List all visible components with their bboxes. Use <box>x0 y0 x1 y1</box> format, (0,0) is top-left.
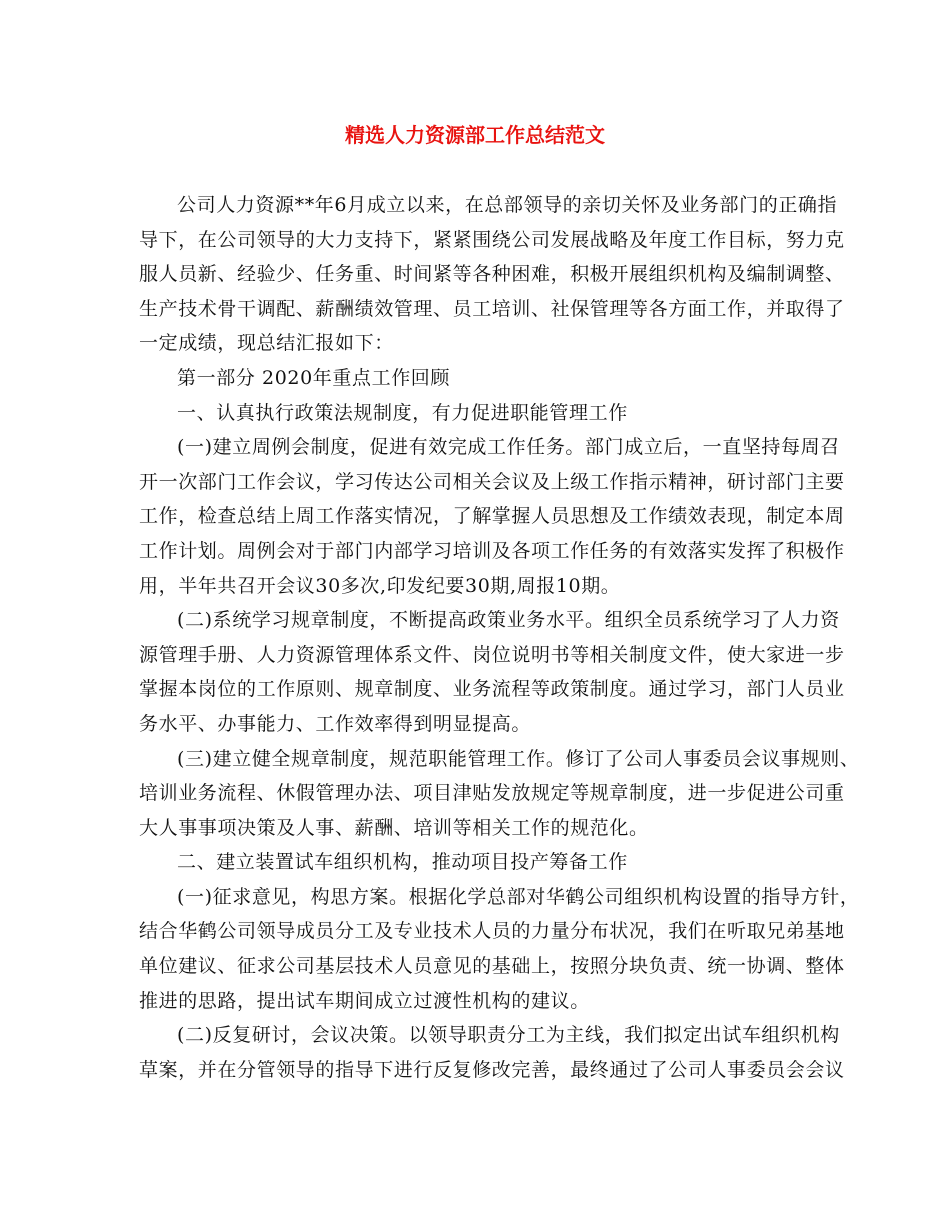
body-line: 培训业务流程、休假管理办法、项目津贴发放规定等规章制度，进一步促进公司重 <box>139 782 845 805</box>
body-line: 二、建立装置试车组织机构，推动项目投产筹备工作 <box>177 851 628 874</box>
body-line: 草案，并在分管领导的指导下进行反复修改完善，最终通过了公司人事委员会会议 <box>139 1058 845 1081</box>
body-line: 务水平、办事能力、工作效率得到明显提高。 <box>139 712 532 735</box>
document-title: 精选人力资源部工作总结范文 <box>345 123 605 147</box>
body-line: 单位建议、征求公司基层技术人员意见的基础上，按照分块负责、统一协调、整体 <box>139 955 845 978</box>
body-line: 源管理手册、人力资源管理体系文件、岗位说明书等相关制度文件，使大家进一步 <box>139 643 845 666</box>
body-line: 服人员新、经验少、任务重、时间紧等各种困难，积极开展组织机构及编制调整、 <box>139 263 845 286</box>
document-body <box>139 188 860 1087</box>
body-line: 用，半年共召开会议30多次,印发纪要30期,周报10期。 <box>139 574 621 597</box>
body-line: 结合华鹤公司领导成员分工及专业技术人员的力量分布状况，我们在听取兄弟基地 <box>139 920 845 943</box>
body-line: 一、认真执行政策法规制度，有力促进职能管理工作 <box>177 401 628 424</box>
body-line: 大人事事项决策及人事、薪酬、培训等相关工作的规范化。 <box>139 816 649 839</box>
body-line: (三)建立健全规章制度，规范职能管理工作。修订了公司人事委员会议事规则、 <box>177 747 860 770</box>
body-line: 导下，在公司领导的大力支持下，紧紧围绕公司发展战略及年度工作目标，努力克 <box>139 228 845 251</box>
body-line: (二)系统学习规章制度，不断提高政策业务水平。组织全员系统学习了人力资 <box>177 609 840 632</box>
body-line: (一)建立周例会制度，促进有效完成工作任务。部门成立后，一直坚持每周召 <box>177 436 840 459</box>
body-line: 掌握本岗位的工作原则、规章制度、业务流程等政策制度。通过学习，部门人员业 <box>139 678 845 701</box>
body-line: 第一部分 2020年重点工作回顾 <box>177 366 450 389</box>
body-line: 开一次部门工作会议，学习传达公司相关会议及上级工作指示精神，研讨部门主要 <box>139 470 845 493</box>
body-line: 工作，检查总结上周工作落实情况，了解掌握人员思想及工作绩效表现，制定本周 <box>139 505 845 528</box>
body-line: (二)反复研讨，会议决策。以领导职责分工为主线，我们拟定出试车组织机构 <box>177 1024 840 1047</box>
body-line: 推进的思路，提出试车期间成立过渡性机构的建议。 <box>139 989 590 1012</box>
body-line: 一定成绩，现总结汇报如下： <box>139 332 394 355</box>
body-line: 公司人力资源**年6月成立以来，在总部领导的亲切关怀及业务部门的正确指 <box>177 194 838 216</box>
body-line: (一)征求意见，构思方案。根据化学总部对华鹤公司组织机构设置的指导方针， <box>177 885 860 908</box>
body-line: 工作计划。周例会对于部门内部学习培训及各项工作任务的有效落实发挥了积极作 <box>139 539 845 562</box>
body-line: 生产技术骨干调配、薪酬绩效管理、员工培训、社保管理等各方面工作，并取得了 <box>139 297 845 320</box>
